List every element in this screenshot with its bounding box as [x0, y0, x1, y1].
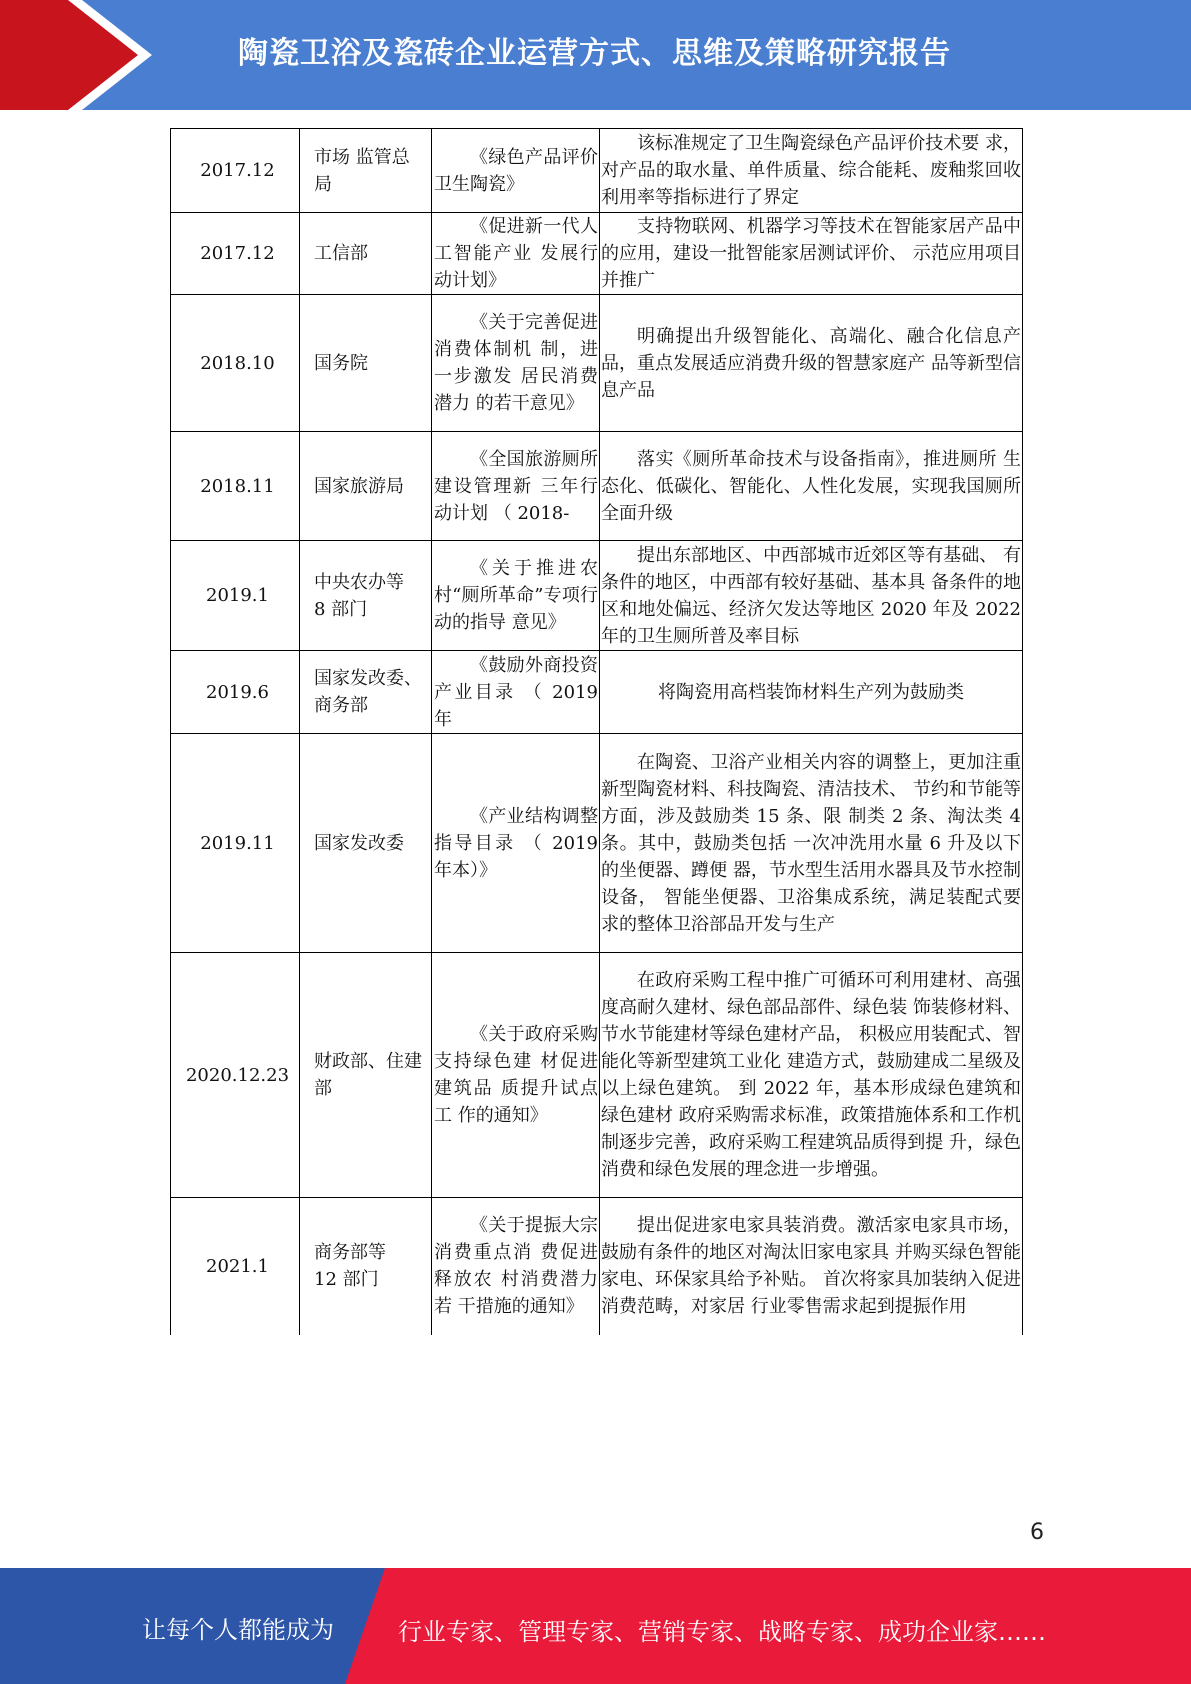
cell-date: 2021.1: [171, 1198, 300, 1335]
cell-department: 国务院: [300, 295, 432, 432]
cell-document: 《关于提振大宗消费重点消 费促进释放农 村消费潜力若 干措施的通知》: [432, 1198, 600, 1335]
cell-department: 工信部: [300, 213, 432, 295]
policy-table: [170, 128, 1023, 1335]
cell-date: 2019.1: [171, 541, 300, 651]
footer-slogan-left: 让每个人都能成为: [142, 1616, 334, 1644]
table-row: [171, 651, 1023, 734]
cell-department: 中央农办等 8 部门: [300, 541, 432, 651]
cell-date: 2018.11: [171, 432, 300, 541]
cell-department: 国家发改委: [300, 734, 432, 953]
cell-description: 提出东部地区、中西部城市近郊区等有基础、 有条件的地区，中西部有较好基础、基本具 备条件的地区和地处偏远、经济欠发达等地区 2020 年及 2022 年的卫生厕所普及率目标: [600, 541, 1023, 651]
table-row: [171, 734, 1023, 953]
policy-table-container: [170, 128, 1022, 1335]
cell-description: 在政府采购工程中推广可循环可利用建材、高强度高耐久建材、绿色部品部件、绿色装 饰装修材料、节水节能建材等绿色建材产品， 积极应用装配式、智能化等新型建筑工业化 建造方式，鼓励建成二星级及以上绿色建筑。 到 2022 年，基本形成绿色建筑和绿色建材 政府采购需求标准，政策措施体系和工作机 制逐步完善，政府采购工程建筑品质得到提 升，绿色消费和绿色发展的理念进一步增强。: [600, 953, 1023, 1198]
cell-department: 财政部、住建部: [300, 953, 432, 1198]
cell-department: 市场 监管总局: [300, 129, 432, 213]
table-row: [171, 541, 1023, 651]
cell-description: 将陶瓷用高档装饰材料生产列为鼓励类: [600, 651, 1023, 734]
document-title: 陶瓷卫浴及瓷砖企业运营方式、思维及策略研究报告: [238, 36, 951, 71]
cell-document: 《关于推进农村“厕所革命”专项行动的指导 意见》: [432, 541, 600, 651]
table-row: [171, 129, 1023, 213]
cell-description: 提出促进家电家具装消费。激活家电家具市场，鼓励有条件的地区对淘汰旧家电家具 并购买绿色智能家电、环保家具给予补贴。 首次将家具加装纳入促进消费范畴，对家居 行业零售需求起到提振作用: [600, 1198, 1023, 1335]
page-number: 6: [1030, 1520, 1044, 1545]
cell-document: 《全国旅游厕所建设管理新 三年行动计划 （ 2018-: [432, 432, 600, 541]
cell-description: 在陶瓷、卫浴产业相关内容的调整上，更加注重新型陶瓷材料、科技陶瓷、清洁技术、 节约和节能等方面，涉及鼓励类 15 条、限 制类 2 条、淘汰类 4 条。其中，鼓励类包括 一次冲洗用水量 6 升及以下的坐便器、蹲便 器，节水型生活用水器具及节水控制设备， 智能坐便器、卫浴集成系统，满足装配式要 求的整体卫浴部品开发与生产: [600, 734, 1023, 953]
page-header: [0, 0, 1191, 110]
cell-document: 《关于政府采购支持绿色建 材促进建筑品 质提升试点工 作的通知》: [432, 953, 600, 1198]
cell-document: 《绿色产品评价卫生陶瓷》: [432, 129, 600, 213]
table-row: [171, 1198, 1023, 1335]
cell-document: 《关于完善促进消费体制机 制，进一步激发 居民消费潜力 的若干意见》: [432, 295, 600, 432]
cell-description: 明确提出升级智能化、高端化、融合化信息产品，重点发展适应消费升级的智慧家庭产 品等新型信息产品: [600, 295, 1023, 432]
cell-document: 《产业结构调整指导目录 （ 2019 年本）》: [432, 734, 600, 953]
cell-date: 2017.12: [171, 129, 300, 213]
page-footer: [0, 1568, 1191, 1684]
cell-date: 2019.11: [171, 734, 300, 953]
cell-date: 2017.12: [171, 213, 300, 295]
table-row: [171, 953, 1023, 1198]
cell-date: 2020.12.23: [171, 953, 300, 1198]
cell-document: 《鼓励外商投资产业目录 （ 2019 年: [432, 651, 600, 734]
table-row: [171, 213, 1023, 295]
table-row: [171, 432, 1023, 541]
cell-document: 《促进新一代人工智能产业 发展行动计划》: [432, 213, 600, 295]
cell-department: 国家旅游局: [300, 432, 432, 541]
cell-description: 落实《厕所革命技术与设备指南》，推进厕所 生态化、低碳化、智能化、人性化发展，实现我国厕所全面升级: [600, 432, 1023, 541]
footer-slogan-right: 行业专家、管理专家、营销专家、战略专家、成功企业家……: [398, 1618, 1046, 1646]
cell-description: 该标准规定了卫生陶瓷绿色产品评价技术要 求，对产品的取水量、单件质量、综合能耗、废釉浆回收利用率等指标进行了界定: [600, 129, 1023, 213]
cell-description: 支持物联网、机器学习等技术在智能家居产品中的应用，建设一批智能家居测试评价、 示范应用项目并推广: [600, 213, 1023, 295]
cell-department: 商务部等 12 部门: [300, 1198, 432, 1335]
cell-date: 2019.6: [171, 651, 300, 734]
header-red-arrow-decoration: [0, 0, 150, 110]
table-row: [171, 295, 1023, 432]
cell-date: 2018.10: [171, 295, 300, 432]
cell-department: 国家发改委、商务部: [300, 651, 432, 734]
